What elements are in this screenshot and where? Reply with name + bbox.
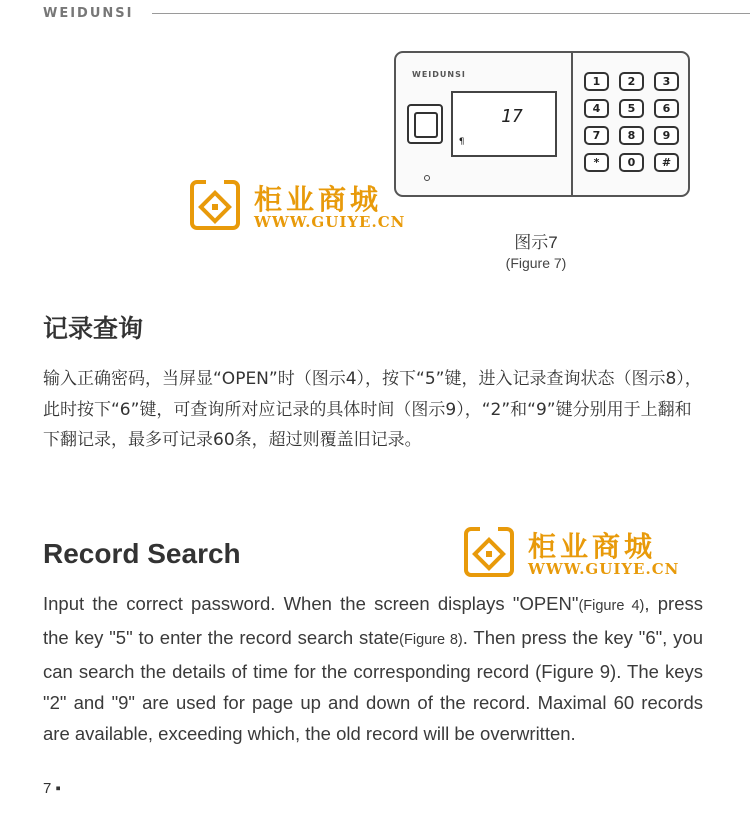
device-lcd-screen bbox=[451, 91, 557, 157]
watermark-title: 柜业商城 bbox=[528, 530, 657, 563]
watermark-title: 柜业商城 bbox=[254, 183, 383, 216]
device-led-icon bbox=[424, 175, 430, 181]
keypad-key: 7 bbox=[584, 126, 609, 145]
keypad-key: 8 bbox=[619, 126, 644, 145]
keypad-key: 6 bbox=[654, 99, 679, 118]
keypad-key: * bbox=[584, 153, 609, 172]
figure-reference: (Figure 4) bbox=[578, 598, 645, 614]
section-heading-zh: 记录查询 bbox=[43, 314, 144, 343]
section-body-en bbox=[43, 588, 703, 749]
body-text: Input the correct password. When the screen displays "OPEN" bbox=[43, 593, 579, 614]
brand-logo-text: WEIDUNSI bbox=[43, 6, 134, 21]
page-number: 7 ▪ bbox=[43, 780, 61, 797]
section-heading-en: Record Search bbox=[43, 538, 241, 569]
watermark-logo-icon bbox=[464, 527, 514, 577]
device-screen-indicator: ¶ bbox=[459, 137, 465, 147]
watermark-logo-icon bbox=[190, 180, 240, 230]
keypad-key: 3 bbox=[654, 72, 679, 91]
device-divider bbox=[571, 53, 573, 195]
keypad-key: 0 bbox=[619, 153, 644, 172]
watermark-url: WWW.GUIYE.CN bbox=[254, 213, 406, 231]
keypad-key: 9 bbox=[654, 126, 679, 145]
keypad-key: 5 bbox=[619, 99, 644, 118]
figure-reference: (Figure 8) bbox=[399, 632, 463, 648]
body-text: , press the key "5" to enter the record search state bbox=[43, 593, 703, 648]
body-text: . Then press the key "6", you can search the details of time for the corresponding record (Figure 9). The keys "2" and "9" are used for page up and down of the record. Maximal 60 records are available, exceeding which, the old record will be overwritten. bbox=[43, 627, 703, 744]
figure-caption-zh: 图示7 bbox=[514, 233, 558, 252]
watermark-url: WWW.GUIYE.CN bbox=[528, 560, 680, 578]
section-body-zh: 输入正确密码，当屏显“OPEN”时（图示4），按下“5”键，进入记录查询状态（图示8），此时按下“6”键，可查询所对应记录的具体时间（图示9），“2”和“9”键分别用于上翻和下翻记录，最多可记录60条，超过则覆盖旧记录。 bbox=[43, 369, 702, 450]
figure-caption-en: (Figure 7) bbox=[505, 255, 567, 271]
header-divider bbox=[152, 13, 750, 14]
keypad-key: # bbox=[654, 153, 679, 172]
device-handle-icon bbox=[407, 104, 443, 144]
device-brand-label: WEIDUNSI bbox=[412, 70, 466, 79]
keypad-key: 2 bbox=[619, 72, 644, 91]
device-screen-reading: 17 bbox=[501, 106, 523, 127]
safe-panel-illustration bbox=[394, 51, 690, 197]
keypad-key: 1 bbox=[584, 72, 609, 91]
keypad-key: 4 bbox=[584, 99, 609, 118]
device-keypad bbox=[584, 72, 679, 172]
